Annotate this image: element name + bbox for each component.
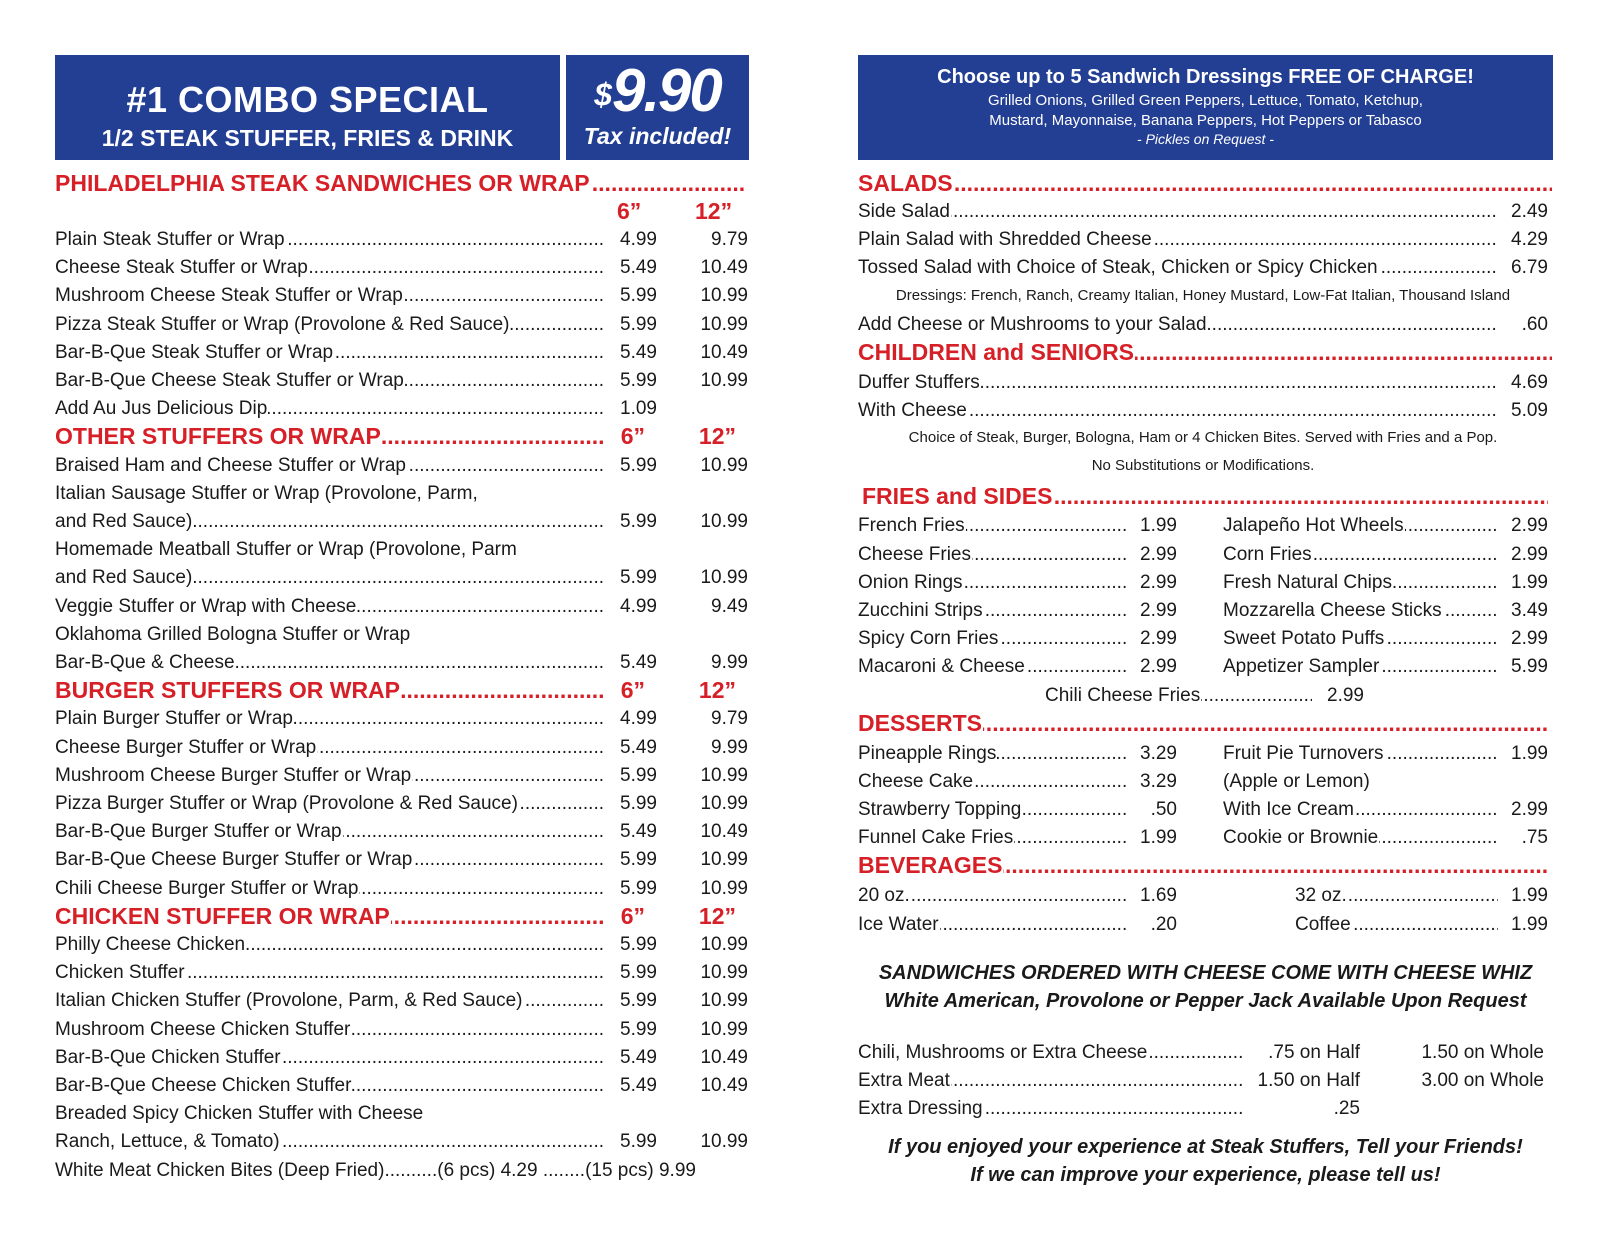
menu-item-row (858, 370, 1600, 396)
chicken-bites-row: White Meat Chicken Bites (Deep Fried)..........(6 pcs) 4.29 ........(15 pcs) 9.99 (55, 1159, 696, 1181)
price-6in: 5.49 (620, 341, 657, 363)
price-12in: 10.99 (700, 1131, 748, 1153)
menu-item-row (858, 312, 1600, 338)
item-name: Cookie or Brownie (1223, 825, 1379, 851)
menu-item-row (55, 960, 804, 986)
menu-item-row (55, 988, 804, 1014)
section-title: FRIES and SIDES (862, 483, 1053, 510)
item-name: Side Salad (858, 199, 951, 225)
price-12in: 9.99 (711, 652, 748, 673)
item-name: Sweet Potato Puffs (1223, 626, 1385, 652)
item-name: Appetizer Sampler (1223, 654, 1380, 680)
combo-price-value: 9.90 (612, 57, 721, 124)
dressings-line-2: Mustard, Mayonnaise, Banana Peppers, Hot Peppers or Tabasco (989, 112, 1422, 129)
price-12in: 10.99 (700, 793, 748, 814)
combo-title: #1 COMBO SPECIAL (126, 79, 489, 120)
item-price: 1.99 (1511, 885, 1548, 907)
price-6in: 5.49 (620, 652, 657, 673)
price-6in: 4.99 (620, 595, 657, 617)
item-price: 1.69 (1140, 885, 1177, 907)
item-price: 4.29 (1511, 229, 1548, 251)
cheese-notice-line-2: White American, Provolone or Pepper Jack Available Upon Request (884, 990, 1527, 1012)
menu-item-row (55, 227, 804, 253)
price-6in: 5.99 (620, 370, 657, 391)
price-12in: 10.49 (700, 257, 748, 279)
menu-item-row (858, 199, 1600, 225)
combo-price (566, 59, 749, 123)
item-name: Pizza Steak Stuffer or Wrap (Provolone & Red Sauce) (55, 312, 510, 338)
item-price: 6.79 (1511, 257, 1548, 279)
item-name: Bar-B-Que Chicken Stuffer (55, 1045, 282, 1071)
price-12in: 10.99 (700, 567, 748, 589)
menu-item-row (858, 227, 1600, 253)
price-6in: 5.49 (620, 1075, 657, 1096)
item-price: 3.49 (1511, 600, 1548, 621)
item-name: Plain Steak Stuffer or Wrap (55, 227, 286, 253)
size-header-6: 6” (620, 902, 645, 929)
menu-item-row (55, 368, 804, 394)
size-header-12: 12” (698, 423, 736, 450)
footer-line-2: If we can improve your experience, please tell us! (970, 1164, 1441, 1186)
menu-item-row (1223, 825, 1600, 851)
item-price: 2.99 (1140, 656, 1177, 678)
price-12in: 10.99 (700, 962, 748, 984)
menu-item-row (55, 876, 804, 902)
item-name: Chili Cheese Burger Stuffer or Wrap (55, 876, 359, 902)
item-name: 32 oz. (1295, 883, 1348, 909)
price-6in: 5.99 (620, 511, 657, 532)
item-name: Funnel Cake Fries (858, 825, 1014, 851)
menu-item-row (55, 847, 804, 873)
menu-item-row (55, 340, 804, 366)
item-name: Spicy Corn Fries (858, 626, 999, 652)
item-price: 2.99 (1140, 628, 1177, 650)
item-price: 5.99 (1511, 656, 1548, 678)
children-note-2: No Substitutions or Modifications. (1091, 457, 1315, 475)
price-6in: 5.49 (620, 821, 657, 843)
price-12in: 10.49 (700, 1075, 748, 1096)
item-name: Cheese Steak Stuffer or Wrap (55, 255, 309, 281)
item-name: Coffee (1295, 912, 1352, 938)
item-price: 1.99 (1511, 913, 1548, 935)
item-name: Bar-B-Que Burger Stuffer or Wrap (55, 819, 343, 845)
item-name: Braised Ham and Cheese Stuffer or Wrap (55, 453, 407, 479)
price-12in: 10.99 (700, 313, 748, 335)
price-6in: 5.99 (620, 764, 657, 786)
item-name: Fresh Natural Chips (1223, 570, 1393, 596)
item-name: Mushroom Cheese Steak Stuffer or Wrap (55, 283, 404, 309)
item-name: Pizza Burger Stuffer or Wrap (Provolone & Red Sauce) (55, 791, 519, 817)
price-12in: 9.79 (711, 229, 748, 250)
dressings-heading: Choose up to 5 Sandwich Dressings FREE OF CHARGE! (937, 66, 1474, 88)
half-price: 1.50 on Half (1257, 1070, 1360, 1092)
dressings-banner (858, 55, 1553, 160)
price-6in: 5.99 (620, 1131, 657, 1153)
price-6in: 5.99 (620, 990, 657, 1012)
menu-item-row (1223, 570, 1600, 596)
price-12in: 9.79 (711, 708, 748, 730)
menu-item-row (55, 932, 804, 958)
menu-item-row (55, 1045, 804, 1071)
price-6in: 5.99 (620, 1018, 657, 1040)
size-header-12: 12” (698, 902, 736, 929)
item-price: 2.99 (1140, 600, 1177, 621)
size-header-6: 6” (617, 198, 642, 224)
menu-item-row (858, 398, 1600, 424)
price-12in: 9.99 (711, 736, 748, 758)
item-name: Duffer Stuffers (858, 370, 981, 396)
item-name: Onion Rings (858, 570, 964, 596)
cheese-notice-line-1: SANDWICHES ORDERED WITH CHEESE COME WITH CHEESE WHIZ (878, 962, 1533, 984)
price-12in: 10.99 (700, 511, 748, 532)
price-12in: 10.99 (700, 990, 748, 1012)
item-name-line: Homemade Meatball Stuffer or Wrap (Provolone, Parm (55, 539, 517, 561)
item-name: Corn Fries (1223, 542, 1313, 568)
menu-item-row (1295, 912, 1600, 938)
item-price: .20 (1150, 913, 1177, 935)
price-12in: 10.99 (700, 285, 748, 307)
item-price: 2.49 (1511, 201, 1548, 222)
size-header-12: 12” (695, 198, 733, 224)
menu-item-row (1295, 883, 1600, 909)
item-name: Plain Burger Stuffer or Wrap (55, 706, 294, 732)
item-price: 3.29 (1140, 742, 1177, 764)
item-price: 1.99 (1140, 827, 1177, 849)
pickles-note: - Pickles on Request - (1137, 131, 1274, 147)
section-title: BEVERAGES (858, 852, 1003, 879)
dressings-line-1: Grilled Onions, Grilled Green Peppers, Lettuce, Tomato, Ketchup, (988, 92, 1423, 109)
item-name: Fruit Pie Turnovers (1223, 741, 1385, 767)
item-name: Chicken Stuffer (55, 960, 186, 986)
item-price: 2.99 (1511, 515, 1548, 537)
item-name: Cheese Burger Stuffer or Wrap (55, 735, 317, 761)
menu-item-row (55, 819, 804, 845)
item-name: Bar-B-Que & Cheese (55, 650, 236, 676)
menu-item-row (55, 1073, 804, 1099)
menu-item-row (55, 255, 804, 281)
item-name: Mozzarella Cheese Sticks (1223, 598, 1443, 624)
children-note-1: Choice of Steak, Burger, Bologna, Ham or 4 Chicken Bites. Served with Fries and a Pop. (908, 429, 1498, 447)
tax-note: Tax included! (583, 123, 732, 149)
section-desserts (858, 709, 1600, 737)
item-name: Extra Meat (858, 1068, 951, 1094)
section-other (55, 422, 764, 450)
section-title: BURGER STUFFERS OR WRAP (55, 677, 400, 704)
item-price: 2.99 (1327, 684, 1364, 706)
price-6in: 5.99 (620, 313, 657, 335)
section-title: CHICKEN STUFFER OR WRAP (55, 902, 390, 929)
section-title: DESSERTS (858, 709, 982, 736)
menu-item-row (55, 763, 804, 789)
section-dot-leader (858, 169, 1552, 197)
price-12in: 10.99 (700, 849, 748, 871)
menu-item-row (55, 396, 804, 422)
combo-price-box (566, 55, 749, 160)
item-name: Plain Salad with Shredded Cheese (858, 227, 1153, 253)
item-name: Bar-B-Que Steak Stuffer or Wrap (55, 340, 334, 366)
item-name: Add Au Jus Delicious Dip (55, 396, 268, 422)
menu-item-row (1223, 626, 1600, 652)
item-name: Jalapeño Hot Wheels (1223, 513, 1405, 539)
item-price: 2.99 (1511, 628, 1548, 650)
menu-item-row (55, 706, 804, 732)
menu-item-row (1223, 654, 1600, 680)
price-6in: 5.99 (620, 454, 657, 476)
item-name: Tossed Salad with Choice of Steak, Chicken or Spicy Chicken (858, 255, 1379, 281)
menu-item-row (55, 594, 804, 620)
item-price: 3.29 (1140, 770, 1177, 792)
price-6in: 5.49 (620, 1046, 657, 1068)
menu-item-row (55, 283, 804, 309)
item-name-line: Italian Sausage Stuffer or Wrap (Provolone, Parm, (55, 482, 478, 504)
section-beverages (858, 851, 1600, 879)
item-price: 2.99 (1140, 543, 1177, 565)
menu-item-row (1223, 513, 1600, 539)
item-name-line: (Apple or Lemon) (1223, 770, 1370, 792)
menu-item-row (55, 791, 804, 817)
section-children (858, 338, 1600, 366)
item-price: .75 (1521, 827, 1548, 849)
menu-item-row (55, 565, 804, 591)
price-6in: 5.99 (620, 962, 657, 984)
item-name: Philly Cheese Chicken (55, 932, 246, 958)
item-name: Veggie Stuffer or Wrap with Cheese (55, 594, 357, 620)
item-price: 1.99 (1511, 742, 1548, 764)
menu-item-row (55, 509, 804, 535)
section-title: CHILDREN and SENIORS (858, 338, 1135, 365)
price-6in: 4.99 (620, 708, 657, 730)
item-name: Chili, Mushrooms or Extra Cheese (858, 1040, 1148, 1066)
item-price: 5.09 (1511, 400, 1548, 421)
item-price: 2.99 (1511, 799, 1548, 820)
size-header-6: 6” (620, 423, 645, 450)
menu-item-row (1223, 741, 1600, 767)
price-12in: 10.99 (700, 454, 748, 476)
item-name: Mushroom Cheese Chicken Stuffer (55, 1017, 351, 1043)
item-price: .50 (1150, 799, 1177, 820)
price-12in: 10.49 (700, 341, 748, 363)
item-name: and Red Sauce) (55, 565, 193, 591)
price-6in: 5.49 (620, 257, 657, 279)
price-6in: 4.99 (620, 229, 657, 250)
menu-item-row (1223, 598, 1600, 624)
item-name: Ranch, Lettuce, & Tomato) (55, 1129, 281, 1155)
item-name: With Cheese (858, 398, 968, 424)
item-name: Ice Water (858, 912, 940, 938)
price-12in: 10.99 (700, 764, 748, 786)
item-name-line: Oklahoma Grilled Bologna Stuffer or Wrap (55, 623, 411, 645)
extra-row (858, 1096, 1445, 1122)
price-12in: 9.49 (711, 595, 748, 617)
price-12in: 10.99 (700, 1018, 748, 1040)
section-burger (55, 676, 764, 704)
price-12in: 10.49 (700, 1046, 748, 1068)
section-title: PHILADELPHIA STEAK SANDWICHES OR WRAP (55, 170, 590, 196)
price-6in: 5.49 (620, 736, 657, 758)
item-price: 1.99 (1140, 515, 1177, 537)
item-name: With Ice Cream (1223, 797, 1355, 823)
menu-item-row (55, 1129, 804, 1155)
menu-item-row (858, 912, 1326, 938)
price-12in: 10.99 (700, 370, 748, 391)
half-price: .75 on Half (1268, 1042, 1360, 1063)
item-price: .60 (1521, 313, 1548, 335)
half-price: .25 (1333, 1098, 1360, 1120)
price-6in: 5.99 (620, 567, 657, 589)
item-name: Bar-B-Que Cheese Burger Stuffer or Wrap (55, 847, 413, 873)
item-name: Add Cheese or Mushrooms to your Salad (858, 312, 1208, 338)
item-price: 2.99 (1140, 571, 1177, 593)
section-salads (858, 169, 1600, 197)
extra-row (858, 1068, 1544, 1094)
extra-row (858, 1040, 1544, 1066)
section-fries (862, 482, 1600, 510)
price-12in: 10.99 (700, 877, 748, 899)
combo-special-banner (55, 55, 560, 160)
section-title: OTHER STUFFERS OR WRAP (55, 423, 381, 450)
size-header-12: 12” (698, 677, 736, 704)
item-name: Cheese Cake (858, 769, 974, 795)
menu-item-row (858, 255, 1600, 281)
item-name: French Fries (858, 513, 966, 539)
item-price: 4.69 (1511, 371, 1548, 393)
item-price: 2.99 (1511, 543, 1548, 565)
item-name: Italian Chicken Stuffer (Provolone, Parm, & Red Sauce) (55, 988, 524, 1014)
price-6in: 5.99 (620, 849, 657, 871)
item-name: Mushroom Cheese Burger Stuffer or Wrap (55, 763, 412, 789)
item-price: 1.99 (1511, 571, 1548, 593)
whole-price: 1.50 on Whole (1421, 1042, 1544, 1063)
menu-item-row (55, 735, 804, 761)
section-philly (55, 169, 906, 197)
item-name: Bar-B-Que Cheese Chicken Stuffer (55, 1073, 352, 1099)
menu-item-row (55, 453, 804, 479)
item-name: Strawberry Topping (858, 797, 1022, 823)
item-name: Zucchini Strips (858, 598, 984, 624)
dot-leader (858, 199, 1498, 225)
menu-item-row (858, 883, 1326, 909)
salad-dressings-note: Dressings: French, Ranch, Creamy Italian, Honey Mustard, Low-Fat Italian, Thousand Island (895, 286, 1511, 304)
currency-symbol: $ (594, 77, 610, 113)
item-name: Cheese Fries (858, 542, 972, 568)
item-name: Bar-B-Que Cheese Steak Stuffer or Wrap (55, 368, 405, 394)
price-12in: 10.49 (700, 821, 748, 843)
price-12in: 10.99 (700, 934, 748, 955)
whole-price: 3.00 on Whole (1421, 1070, 1544, 1092)
menu-item-row (55, 1017, 804, 1043)
price-6in: 5.99 (620, 285, 657, 307)
section-chicken (55, 902, 764, 930)
footer-line-1: If you enjoyed your experience at Steak Stuffers, Tell your Friends! (888, 1136, 1523, 1158)
menu-item-row (1223, 797, 1600, 823)
menu-item-row (55, 312, 804, 338)
price-6in: 1.09 (620, 398, 657, 420)
menu-item-row (1045, 683, 1512, 709)
menu-item-row (55, 650, 804, 676)
item-name: Macaroni & Cheese (858, 654, 1026, 680)
item-name: and Red Sauce) (55, 509, 193, 535)
item-name: 20 oz. (858, 883, 911, 909)
item-name: Pineapple Rings (858, 741, 997, 767)
section-title: SALADS (858, 170, 953, 196)
item-name-line: Breaded Spicy Chicken Stuffer with Cheese (55, 1103, 424, 1125)
item-name: Extra Dressing (858, 1096, 984, 1122)
item-name: Chili Cheese Fries (1045, 683, 1201, 709)
menu-item-row (1223, 542, 1600, 568)
price-6in: 5.99 (620, 793, 657, 814)
price-6in: 5.99 (620, 934, 657, 955)
combo-subtitle: 1/2 STEAK STUFFER, FRIES & DRINK (101, 125, 514, 151)
price-6in: 5.99 (620, 877, 657, 899)
size-header-6: 6” (620, 677, 645, 704)
